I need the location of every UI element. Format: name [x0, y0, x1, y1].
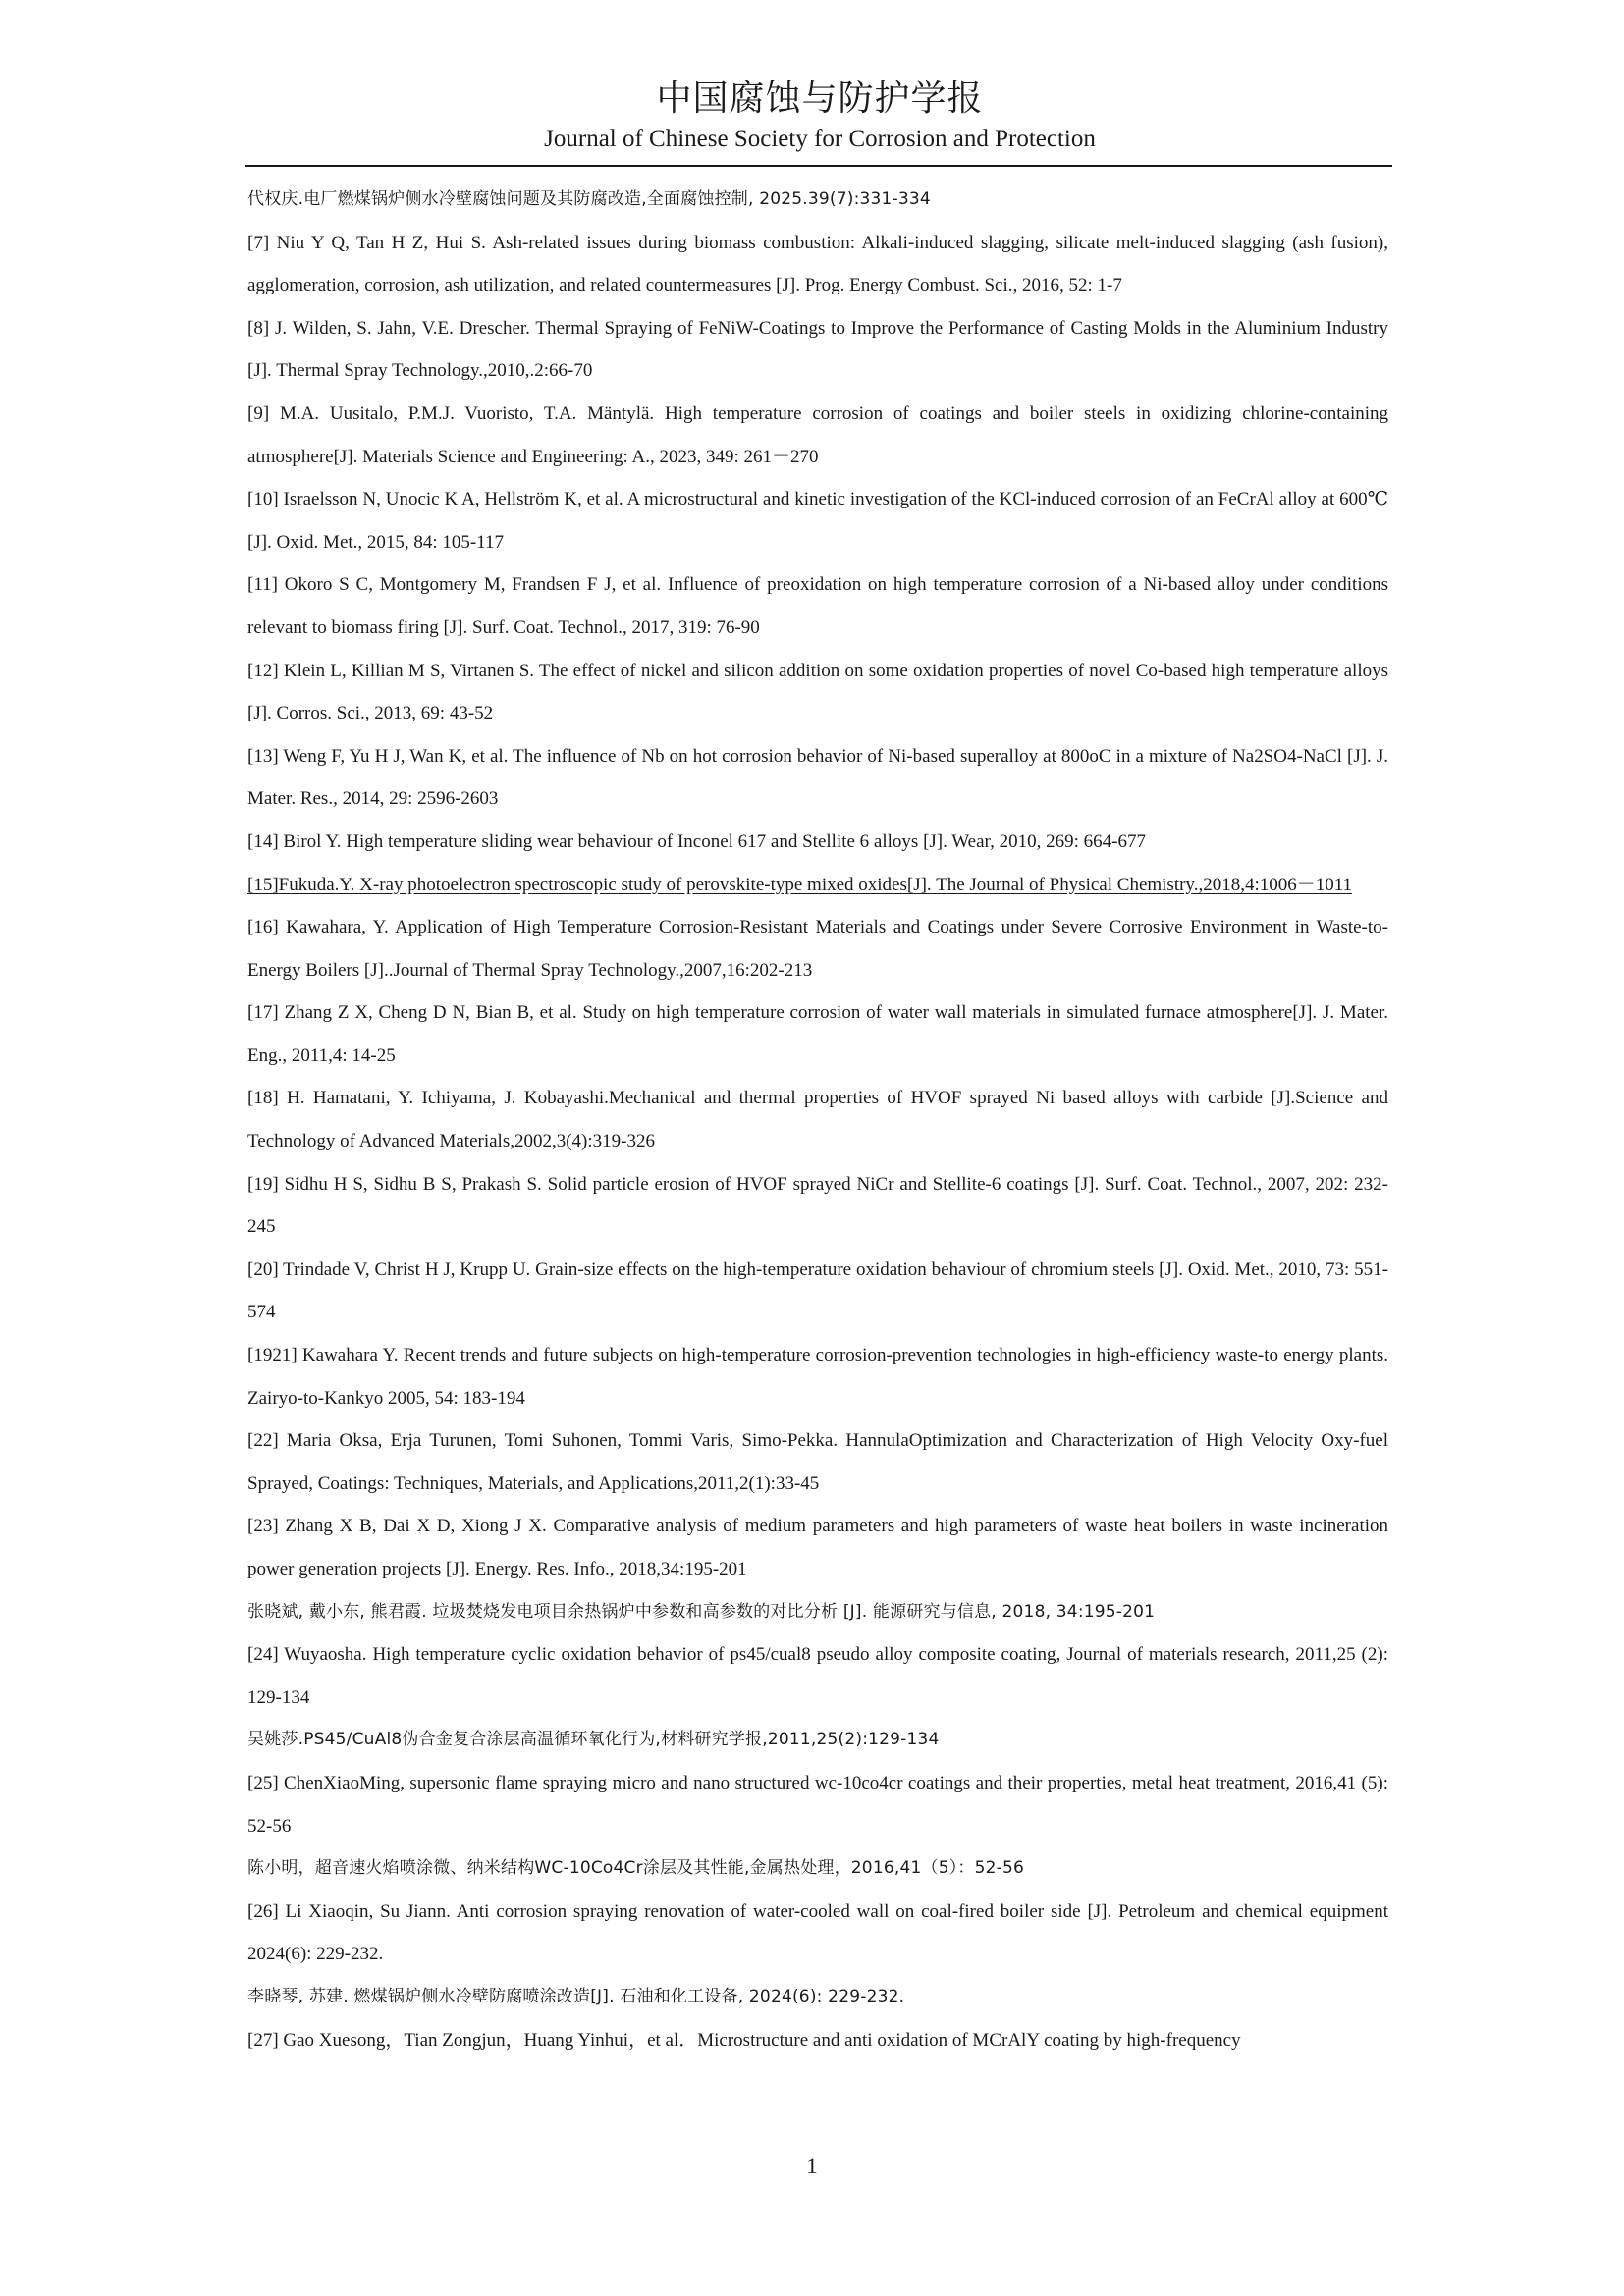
reference-entry: [7] Niu Y Q, Tan H Z, Hui S. Ash-related issues during biomass combustion: Alkali-induced slagging, silicate melt-induced slagging (ash fusion), agglomeration, corrosion, ash utilization, and related countermeasures [J]. Prog. Energy Combust. Sci., 2016, 52: 1-7: [247, 232, 1388, 296]
reference-entry: [9] M.A. Uusitalo, P.M.J. Vuoristo, T.A. Mäntylä. High temperature corrosion of coatings and boiler steels in oxidizing chlorine-containing atmosphere[J]. Materials Science and Engineering: A., 2023, 349: 261－270: [247, 402, 1388, 467]
reference-entry: [11] Okoro S C, Montgomery M, Frandsen F J, et al. Influence of preoxidation on high temperature corrosion of a Ni-based alloy under conditions relevant to biomass firing [J]. Surf. Coat. Technol., 2017, 319: 76-90: [247, 574, 1388, 638]
page-number: 1: [806, 2154, 818, 2178]
reference-entry: [18] H. Hamatani, Y. Ichiyama, J. Kobayashi.Mechanical and thermal properties of HVOF sprayed Ni based alloys with carbide [J].Science and Technology of Advanced Materials,2002,3(4):319-326: [247, 1088, 1388, 1152]
reference-entry: [14] Birol Y. High temperature sliding wear behaviour of Inconel 617 and Stellite 6 alloys [J]. Wear, 2010, 269: 664-677: [247, 830, 1146, 852]
reference-entry: [16] Kawahara, Y. Application of High Temperature Corrosion-Resistant Materials and Coatings under Severe Corrosive Environment in Waste-to-Energy Boilers [J]..Journal of Thermal Spray Technology.,2007,16:202-213: [247, 917, 1388, 981]
reference-list: [247, 179, 1388, 2061]
reference-entry: [17] Zhang Z X, Cheng D N, Bian B, et al. Study on high temperature corrosion of water wall materials in simulated furnace atmosphere[J]. J. Mater. Eng., 2011,4: 14-25: [247, 1002, 1388, 1066]
reference-entry: [10] Israelsson N, Unocic K A, Hellström K, et al. A microstructural and kinetic investigation of the KCl-induced corrosion of an FeCrAl alloy at 600℃ [J]. Oxid. Met., 2015, 84: 105-117: [247, 489, 1388, 553]
header-divider: [245, 165, 1392, 167]
reference-entry: 李晓琴, 苏建. 燃煤锅炉侧水冷壁防腐喷涂改造[J]. 石油和化工设备, 2024(6): 229-232.: [247, 1986, 905, 2006]
reference-entry: [24] Wuyaosha. High temperature cyclic oxidation behavior of ps45/cual8 pseudo alloy composite coating, Journal of materials research, 2011,25 (2): 129-134: [247, 1644, 1388, 1708]
reference-entry: [15]Fukuda.Y. X-ray photoelectron spectroscopic study of perovskite-type mixed oxides[J]. The Journal of Physical Chemistry.,2018,4:1006－1011: [247, 874, 1353, 895]
reference-entry: [25] ChenXiaoMing, supersonic flame spraying micro and nano structured wc-10co4cr coatings and their properties, metal heat treatment, 2016,41 (5): 52-56: [247, 1772, 1388, 1837]
reference-entry: 吴姚莎.PS45/CuAl8伪合金复合涂层高温循环氧化行为,材料研究学报,2011,25(2):129-134: [247, 1730, 940, 1750]
journal-header: [247, 77, 1392, 155]
reference-entry: [1921] Kawahara Y. Recent trends and future subjects on high-temperature corrosion-prevention technologies in high-efficiency waste-to energy plants. Zairyo-to-Kankyo 2005, 54: 183-194: [247, 1345, 1388, 1409]
reference-entry: 代权庆.电厂燃煤锅炉侧水冷壁腐蚀问题及其防腐改造,全面腐蚀控制, 2025.39(7):331-334: [247, 189, 931, 209]
reference-entry: [22] Maria Oksa, Erja Turunen, Tomi Suhonen, Tommi Varis, Simo-Pekka. HannulaOptimization and Characterization of High Velocity Oxy-fuel Sprayed, Coatings: Techniques, Materials, and Applications,2011,2(1):33-45: [247, 1430, 1388, 1494]
journal-title-cn: 中国腐蚀与防护学报: [656, 79, 984, 119]
reference-entry: [19] Sidhu H S, Sidhu B S, Prakash S. Solid particle erosion of HVOF sprayed NiCr and Stellite-6 coatings [J]. Surf. Coat. Technol., 2007, 202: 232-245: [247, 1173, 1388, 1238]
journal-title-en: Journal of Chinese Society for Corrosion and Protection: [544, 126, 1096, 152]
reference-entry: [23] Zhang X B, Dai X D, Xiong J X. Comparative analysis of medium parameters and high parameters of waste heat boilers in waste incineration power generation projects [J]. Energy. Res. Info., 2018,34:195-201: [247, 1516, 1388, 1579]
reference-entry: [26] Li Xiaoqin, Su Jiann. Anti corrosion spraying renovation of water-cooled wall on coal-fired boiler side [J]. Petroleum and chemical equipment 2024(6): 229-232.: [247, 1900, 1388, 1965]
reference-entry: [27] Gao Xuesong，Tian Zongjun，Huang Yinhui，et al．Microstructure and anti oxidation of MCrAlY coating by high-frequency: [247, 2029, 1241, 2051]
reference-entry: [13] Weng F, Yu H J, Wan K, et al. The influence of Nb on hot corrosion behavior of Ni-based superalloy at 800oC in a mixture of Na2SO4-NaCl [J]. J. Mater. Res., 2014, 29: 2596-2603: [247, 745, 1388, 810]
reference-entry: 张晓斌, 戴小东, 熊君霞. 垃圾焚烧发电项目余热锅炉中参数和高参数的对比分析 [J]. 能源研究与信息, 2018, 34:195-201: [247, 1601, 1156, 1622]
reference-entry: [12] Klein L, Killian M S, Virtanen S. The effect of nickel and silicon addition on some oxidation properties of novel Co-based high temperature alloys [J]. Corros. Sci., 2013, 69: 43-52: [247, 660, 1388, 724]
reference-entry: [8] J. Wilden, S. Jahn, V.E. Drescher. Thermal Spraying of FeNiW-Coatings to Improve the Performance of Casting Molds in the Aluminium Industry [J]. Thermal Spray Technology.,2010,.2:66-70: [247, 317, 1388, 382]
reference-entry: [20] Trindade V, Christ H J, Krupp U. Grain-size effects on the high-temperature oxidation behaviour of chromium steels [J]. Oxid. Met., 2010, 73: 551-574: [247, 1258, 1388, 1323]
reference-entry: 陈小明，超音速火焰喷涂微、纳米结构WC-10Co4Cr涂层及其性能,金属热处理，2016,41（5）：52-56: [247, 1858, 1025, 1879]
